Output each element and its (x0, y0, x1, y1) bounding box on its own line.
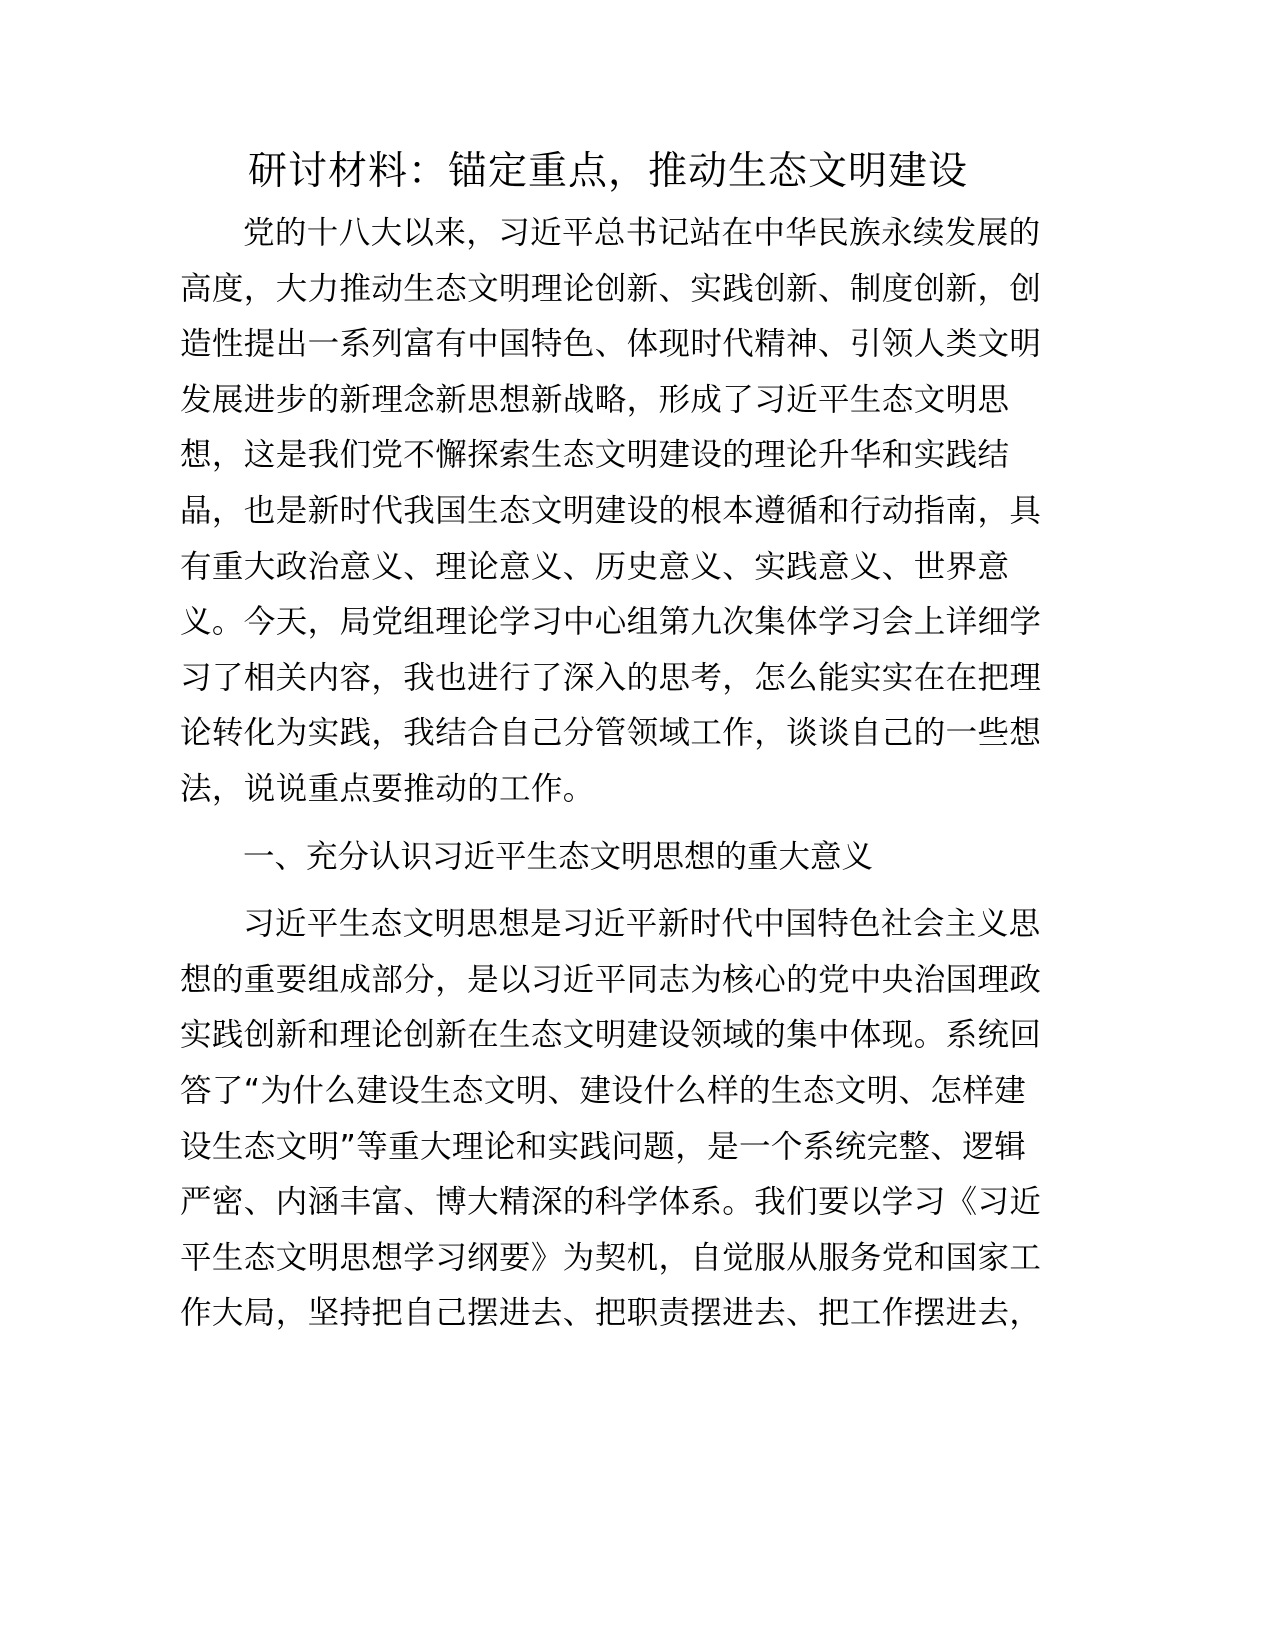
text-line: 高度，大力推动生态文明理论创新、实践创新、制度创新，创 (180, 270, 1042, 307)
text-line: 义。今天，局党组理论学习中心组第九次集体学习会上详细学 (180, 604, 1042, 641)
text-line: 发展进步的新理念新思想新战略，形成了习近平生态文明思 (180, 381, 1010, 418)
text-line: 晶，也是新时代我国生态文明建设的根本遵循和行动指南，具 (180, 492, 1042, 529)
text-line: 有重大政治意义、理论意义、历史意义、实践意义、世界意 (180, 548, 1010, 585)
text-line: 答了“为什么建设生态文明、建设什么样的生态文明、怎样建 (180, 1072, 1027, 1109)
intro-paragraph (180, 206, 1042, 818)
text-line: 实践创新和理论创新在生态文明建设领域的集中体现。系统回 (180, 1017, 1042, 1054)
text-line: 党的十八大以来，习近平总书记站在中华民族永续发展的 (243, 215, 1041, 251)
text-line: 想，这是我们党不懈探索生态文明建设的理论升华和实践结 (180, 437, 1010, 474)
text-line: 设生态文明”等重大理论和实践问题，是一个系统完整、逻辑 (180, 1128, 1027, 1165)
text-line: 习近平生态文明思想是习近平新时代中国特色社会主义思 (243, 906, 1041, 943)
text-line: 平生态文明思想学习纲要》为契机，自觉服从服务党和国家工 (180, 1239, 1042, 1276)
text-line: 论转化为实践，我结合自己分管领域工作，谈谈自己的一些想 (180, 715, 1042, 752)
text-line: 习了相关内容，我也进行了深入的思考，怎么能实实在在把理 (180, 659, 1042, 696)
text-line: 想的重要组成部分，是以习近平同志为核心的党中央治国理政 (180, 961, 1042, 998)
text-line: 作大局，坚持把自己摆进去、把职责摆进去、把工作摆进去， (180, 1295, 1042, 1332)
text-line: 法，说说重点要推动的工作。 (180, 770, 595, 807)
section-heading: 一、充分认识习近平生态文明思想的重大意义 (243, 838, 874, 875)
document-page (180, 140, 1042, 1342)
text-line: 严密、内涵丰富、博大精深的科学体系。我们要以学习《习近 (180, 1184, 1042, 1221)
document-title: 研讨材料：锚定重点，推动生态文明建设 (247, 149, 968, 194)
text-line: 造性提出一系列富有中国特色、体现时代精神、引领人类文明 (180, 326, 1042, 363)
section-paragraph (180, 897, 1042, 1342)
